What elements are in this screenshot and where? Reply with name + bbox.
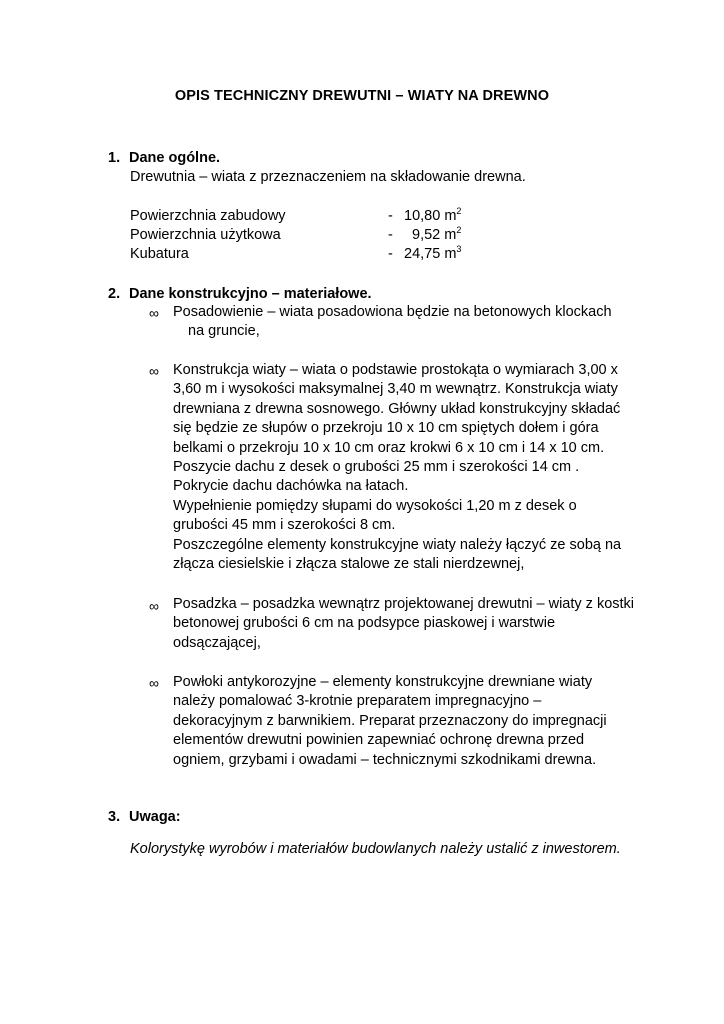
list-item-line: dekoracyjnym z barwnikiem. Preparat przeznaczony do impregnacji	[173, 712, 607, 729]
section-3-title: Uwaga:	[129, 809, 181, 825]
list-item-foundation	[173, 303, 612, 342]
list-item-line: Posadowienie – wiata posadowiona będzie na betonowych klockach	[173, 304, 612, 320]
list-item-floor	[173, 595, 634, 653]
list-item-structure	[173, 361, 621, 574]
list-item-line: drewniana z drewna sosnowego. Główny układ konstrukcyjny składać	[173, 400, 621, 417]
bullet-icon: ∞	[149, 305, 159, 321]
list-item-line: Konstrukcja wiaty – wiata o podstawie prostokąta o wymiarach 3,00 x	[173, 362, 618, 378]
section-1-heading	[108, 149, 220, 168]
section-3-note: Kolorystykę wyrobów i materiałów budowlanych należy ustalić z inwestorem.	[130, 841, 621, 857]
list-item-line: złącza ciesielskie i złącza stalowe ze stali nierdzewnej,	[173, 555, 525, 572]
list-item-line: Poszczególne elementy konstrukcyjne wiaty należy łączyć ze sobą na	[173, 536, 622, 553]
section-2-number: 2.	[108, 286, 121, 302]
list-item-line: należy pomalować 3-krotnie preparatem impregnacyjno –	[173, 693, 542, 710]
bullet-icon: ∞	[149, 363, 159, 379]
list-item-line: odsączającej,	[173, 634, 261, 651]
spec-dash: -	[388, 246, 393, 262]
list-item-line: 3,60 m i wysokości maksymalnej 3,40 m wewnątrz. Konstrukcja wiaty	[173, 381, 618, 398]
list-item-line: betonowej grubości 6 cm na podsypce piaskowej i warstwie	[173, 615, 556, 632]
section-2-heading	[108, 285, 372, 304]
list-item-coatings	[173, 673, 607, 770]
section-1-number: 1.	[108, 150, 121, 166]
bullet-icon: ∞	[149, 598, 159, 614]
list-item-line: belkami o przekroju 10 x 10 cm oraz krokwi 6 x 10 cm i 14 x 10 cm.	[173, 439, 605, 456]
list-item-line: na gruncie,	[188, 323, 260, 340]
spec-value: 9,52 $m^2$	[412, 225, 462, 243]
spec-value: 10,80 $m^2$	[404, 206, 462, 224]
spec-value: 24,75 $m^3$	[404, 244, 462, 262]
list-item-line: Posadzka – posadzka wewnątrz projektowanej drewutni – wiaty z kostki	[173, 596, 635, 612]
section-3-heading	[108, 808, 181, 827]
list-item-line: ogniem, grzybami i owadami – technicznymi szkodnikami drewna.	[173, 751, 597, 768]
bullet-icon: ∞	[149, 675, 159, 691]
spec-label: Powierzchnia zabudowy	[130, 208, 286, 224]
list-item-line: Powłoki antykorozyjne – elementy konstrukcyjne drewniane wiaty	[173, 674, 593, 690]
document-title: OPIS TECHNICZNY DREWUTNI – WIATY NA DREWNO	[174, 88, 550, 104]
list-item-line: się będzie ze słupów o przekroju 10 x 10 cm spiętych dołem i góra	[173, 420, 599, 437]
spec-label: Kubatura	[130, 246, 189, 262]
list-item-line: Poszycie dachu z desek o grubości 25 mm i szerokości 14 cm .	[173, 458, 580, 475]
section-3-number: 3.	[108, 809, 121, 825]
list-item-line: Pokrycie dachu dachówka na łatach.	[173, 478, 409, 495]
list-item-line: grubości 45 mm i szerokości 8 cm.	[173, 517, 396, 534]
spec-label: Powierzchnia użytkowa	[130, 227, 281, 243]
spec-dash: -	[388, 227, 393, 243]
section-1-description: Drewutnia – wiata z przeznaczeniem na składowanie drewna.	[130, 169, 526, 185]
list-item-line: elementów drewutni powinien zapewniać ochronę drewna przed	[173, 732, 585, 749]
section-1-title: Dane ogólne.	[129, 150, 221, 166]
list-item-line: Wypełnienie pomiędzy słupami do wysokości 1,20 m z desek o	[173, 497, 577, 514]
section-2-title: Dane konstrukcyjno – materiałowe.	[129, 286, 372, 302]
spec-dash: -	[388, 208, 393, 224]
